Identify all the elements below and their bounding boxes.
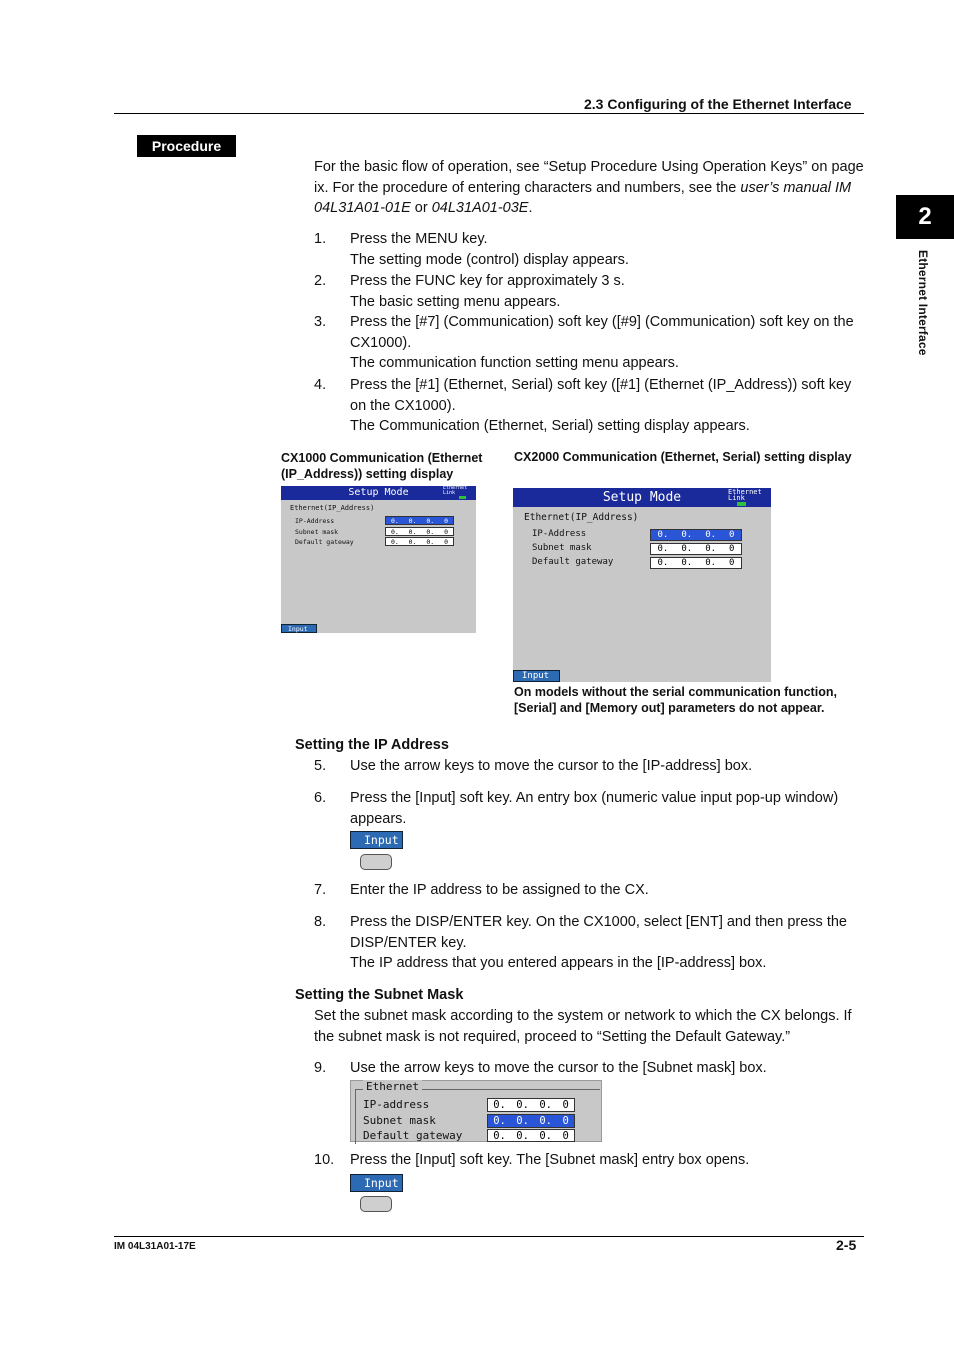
screen-title: Setup Mode — [348, 487, 409, 498]
intro-text: or — [410, 200, 432, 217]
step-line: appears. — [350, 810, 407, 827]
step-line: The communication function setting menu appears. — [350, 355, 679, 372]
group-label: Ethernet(IP_Address) — [290, 504, 375, 512]
intro-line: the subnet mask is not required, proceed to “Setting the Default Gateway.” — [314, 1028, 791, 1045]
step-text — [350, 312, 870, 374]
step-line: The IP address that you entered appears in the [IP-address] box. — [350, 955, 767, 972]
chapter-side-text: Ethernet Interface — [916, 250, 930, 356]
step-line: Press the [#1] (Ethernet, Serial) soft key ([#1] (Ethernet (IP_Address)) soft key — [350, 377, 852, 393]
octet: 0. — [493, 1115, 506, 1127]
cx2000-caption: CX2000 Communication (Ethernet, Serial) setting display — [514, 450, 852, 464]
ethernet-link-indicator — [728, 489, 772, 501]
ip-address-box[interactable] — [650, 529, 742, 541]
intro-manual-ref: user’s manual IM — [740, 179, 852, 196]
input-soft-key[interactable]: Input — [350, 831, 403, 849]
footer-rule — [114, 1236, 864, 1237]
octet: 0. — [539, 1099, 553, 1111]
octet: 0 — [729, 544, 735, 554]
octet: 0. — [681, 544, 693, 554]
octet: 0. — [408, 516, 417, 525]
header-rule — [114, 113, 864, 114]
octet: 0. — [516, 1115, 529, 1127]
intro-line — [314, 178, 874, 199]
field-label-subnet: Subnet mask — [295, 528, 339, 536]
octet: 0. — [516, 1129, 529, 1142]
step-number: 3. — [314, 314, 327, 330]
procedure-label: Procedure — [137, 135, 236, 157]
note-line: [Serial] and [Memory out] parameters do not appear. — [514, 700, 825, 715]
subnet-mask-box[interactable] — [487, 1114, 575, 1128]
octet: 0 — [444, 516, 449, 525]
ethernet-link-indicator — [443, 486, 477, 496]
step-text — [350, 271, 870, 312]
intro-paragraph — [314, 157, 874, 219]
link-status-icon — [459, 496, 466, 499]
octet: 0. — [426, 516, 435, 525]
octet: 0. — [493, 1099, 506, 1111]
field-label-ip: IP-address — [363, 1098, 430, 1111]
octet: 0 — [729, 530, 735, 540]
field-label-subnet: Subnet mask — [532, 543, 592, 553]
group-label: Ethernet — [363, 1080, 422, 1093]
cx2000-setting-screen — [513, 488, 771, 682]
octet: 0. — [681, 558, 693, 568]
subnet-intro — [314, 1006, 874, 1047]
step-line: DISP/ENTER key. — [350, 934, 467, 951]
octet: 0. — [705, 530, 717, 540]
step-line: Press the [Input] soft key. An entry box (numeric value input pop-up window) — [350, 790, 839, 806]
octet: 0 — [444, 537, 449, 546]
octet: 0 — [444, 527, 449, 536]
step-text: Use the arrow keys to move the cursor to the [IP-address] box. — [350, 758, 753, 774]
step-text: Use the arrow keys to move the cursor to the [Subnet mask] box. — [350, 1060, 767, 1076]
subnet-mask-box[interactable] — [385, 527, 454, 536]
octet: 0. — [516, 1099, 529, 1111]
indicator-text: Link — [443, 490, 456, 496]
step-number: 7. — [314, 882, 327, 898]
octet: 0. — [539, 1129, 553, 1142]
octet: 0. — [493, 1129, 506, 1142]
octet: 0. — [705, 558, 717, 568]
group-label: Ethernet(IP_Address) — [524, 512, 639, 523]
octet: 0 — [562, 1115, 569, 1127]
default-gateway-box[interactable] — [385, 537, 454, 546]
octet: 0. — [408, 537, 417, 546]
input-soft-key[interactable]: Input — [281, 624, 317, 633]
octet: 0. — [681, 530, 693, 540]
octet: 0 — [562, 1099, 569, 1111]
step-line: Press the [#7] (Communication) soft key ([#9] (Communication) soft key on the — [350, 314, 854, 330]
step-number: 2. — [314, 273, 327, 289]
subnet-mask-box[interactable] — [650, 543, 742, 555]
indicator-text: Ethernet — [443, 485, 468, 491]
step-line: Press the FUNC key for approximately 3 s. — [350, 273, 625, 289]
octet: 0 — [562, 1129, 569, 1142]
octet: 0. — [657, 558, 669, 568]
field-label-gateway: Default gateway — [295, 538, 354, 546]
step-number: 6. — [314, 790, 327, 806]
ip-address-box[interactable] — [487, 1098, 575, 1112]
cx1000-caption — [281, 450, 511, 482]
intro-manual-ref: 04L31A01-03E — [431, 200, 529, 217]
octet: 0. — [705, 544, 717, 554]
octet: 0. — [390, 527, 399, 536]
octet: 0. — [390, 537, 399, 546]
screen-title: Setup Mode — [602, 490, 682, 505]
note-line: On models without the serial communication function, — [514, 685, 837, 699]
ip-section-heading: Setting the IP Address — [295, 737, 449, 753]
field-label-ip: IP-Address — [532, 529, 587, 539]
cx1000-setting-screen — [281, 486, 476, 633]
step-text: Press the [Input] soft key. The [Subnet mask] entry box opens. — [350, 1152, 750, 1168]
step-line: CX1000). — [350, 334, 412, 351]
octet: 0 — [729, 558, 735, 568]
default-gateway-box[interactable] — [650, 557, 742, 569]
step-text — [350, 788, 870, 829]
intro-line — [314, 198, 874, 219]
step-number: 9. — [314, 1060, 327, 1076]
indicator-text: Ethernet — [728, 488, 762, 496]
step-line: The basic setting menu appears. — [350, 293, 561, 310]
step-line: The Communication (Ethernet, Serial) setting display appears. — [350, 418, 750, 435]
subnet-section-heading: Setting the Subnet Mask — [295, 987, 464, 1003]
intro-text: ix. For the procedure of entering characters and numbers, see the — [314, 179, 741, 196]
link-status-icon — [737, 502, 746, 506]
field-label-gateway: Default gateway — [363, 1129, 463, 1142]
octet: 0. — [390, 516, 399, 525]
field-label-subnet: Subnet mask — [363, 1114, 436, 1127]
section-title: 2.3 Configuring of the Ethernet Interface — [584, 96, 852, 112]
soft-key-button-icon[interactable] — [360, 1196, 392, 1212]
indicator-text: Link — [728, 494, 745, 502]
soft-key-button-icon[interactable] — [360, 854, 392, 870]
field-label-ip: IP-Address — [295, 517, 335, 525]
octet: 0. — [657, 544, 669, 554]
field-label-gateway: Default gateway — [532, 557, 614, 567]
serial-note — [514, 685, 874, 716]
step-line: Press the DISP/ENTER key. On the CX1000, select [ENT] and then press the — [350, 914, 847, 930]
step-number: 5. — [314, 758, 327, 774]
chapter-tab: 2 — [896, 195, 954, 239]
step-text — [350, 375, 870, 437]
intro-line: Set the subnet mask according to the system or network to which the CX belongs. If — [314, 1008, 852, 1024]
caption-line: CX1000 Communication (Ethernet — [281, 451, 483, 465]
octet: 0. — [539, 1115, 553, 1127]
step-line: The setting mode (control) display appears. — [350, 251, 629, 268]
octet: 0. — [657, 530, 669, 540]
input-soft-key[interactable]: Input — [350, 1174, 403, 1192]
default-gateway-box[interactable] — [487, 1129, 575, 1142]
step-text — [350, 229, 870, 270]
intro-manual-ref: 04L31A01-01E — [314, 200, 411, 217]
ethernet-settings-panel — [350, 1080, 602, 1142]
octet: 0. — [408, 527, 417, 536]
step-number: 4. — [314, 377, 327, 393]
step-number: 8. — [314, 914, 327, 930]
octet: 0. — [426, 527, 435, 536]
intro-line: For the basic flow of operation, see “Setup Procedure Using Operation Keys” on page — [314, 159, 864, 175]
ip-address-box[interactable] — [385, 516, 454, 525]
manual-id: IM 04L31A01-17E — [114, 1241, 196, 1252]
intro-text: . — [528, 200, 533, 217]
input-soft-key[interactable]: Input — [513, 670, 560, 682]
step-line: Press the MENU key. — [350, 231, 488, 247]
step-number: 10. — [314, 1152, 335, 1168]
chapter-side-label — [876, 250, 954, 370]
step-text — [350, 912, 870, 974]
page-number: 2-5 — [836, 1237, 857, 1253]
caption-line: (IP_Address)) setting display — [281, 467, 454, 481]
octet: 0. — [426, 537, 435, 546]
step-text: Enter the IP address to be assigned to the CX. — [350, 882, 649, 898]
step-number: 1. — [314, 231, 327, 247]
step-line: on the CX1000). — [350, 397, 456, 414]
